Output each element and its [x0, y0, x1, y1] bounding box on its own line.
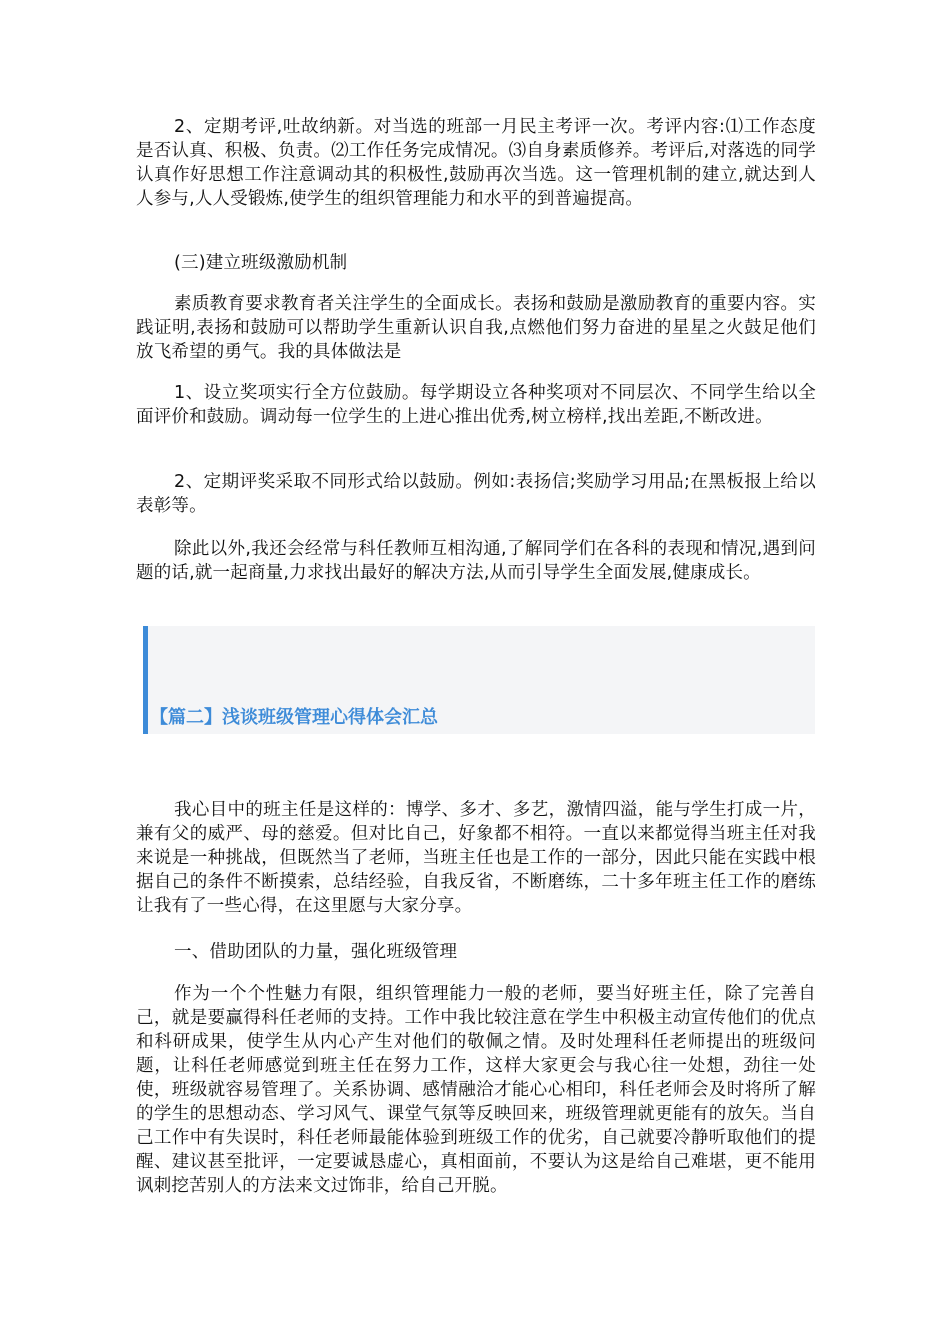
subheading-text: 一、借助团队的力量，强化班级管理	[174, 942, 458, 962]
paragraph-set-awards	[136, 381, 816, 429]
paragraph-text: 我心目中的班主任是这样的：博学、多才、多艺，激情四溢，能与学生打成一片，兼有父的威严、母的慈爱。但对比自己，好象都不相符。一直以来都觉得当班主任对我来说是一种挑战，但既然当了老师，当班主任也是工作的一部分，因此只能在实践中根据自己的条件不断摸索，总结经验，自我反省，不断磨练，二十多年班主任工作的磨练让我有了一些心得，在这里愿与大家分享。	[136, 800, 816, 916]
paragraph-periodic-review	[136, 115, 816, 211]
subheading-incentive-mechanism	[136, 251, 816, 275]
section-title: 【篇二】浅谈班级管理心得体会汇总	[150, 707, 438, 728]
paragraph-teacher-support	[136, 982, 816, 1198]
paragraph-text: 素质教育要求教育者关注学生的全面成长。表扬和鼓励是激励教育的重要内容。实践证明,表扬和鼓励可以帮助学生重新认识自我,点燃他们努力奋进的星星之火鼓足他们放飞希望的勇气。我的具体做法是	[136, 294, 816, 362]
section-header-bar	[143, 626, 815, 734]
paragraph-quality-education	[136, 292, 816, 364]
paragraph-text: 2、定期考评,吐故纳新。对当选的班部一月民主考评一次。考评内容:⑴工作态度是否认真、积极、负责。⑵工作任务完成情况。⑶自身素质修养。考评后,对落选的同学认真作好思想工作注意调动其的积极性,鼓励再次当选。这一管理机制的建立,就达到人人参与,人人受锻炼,使学生的组织管理能力和水平的到普遍提高。	[136, 117, 816, 209]
subheading-team-strength	[136, 940, 816, 964]
subheading-text: (三)建立班级激励机制	[174, 253, 348, 273]
paragraph-text: 2、定期评奖采取不同形式给以鼓励。例如:表扬信;奖励学习用品;在黑板报上给以表彰等。	[136, 472, 816, 516]
paragraph-regular-awards	[136, 470, 816, 518]
paragraph-text: 1、设立奖项实行全方位鼓励。每学期设立各种奖项对不同层次、不同学生给以全面评价和鼓励。调动每一位学生的上进心推出优秀,树立榜样,找出差距,不断改进。	[136, 383, 816, 427]
paragraph-text: 除此以外,我还会经常与科任教师互相沟通,了解同学们在各科的表现和情况,遇到问题的话,就一起商量,力求找出最好的解决方法,从而引导学生全面发展,健康成长。	[136, 539, 816, 583]
paragraph-communication	[136, 537, 816, 585]
paragraph-text: 作为一个个性魅力有限，组织管理能力一般的老师，要当好班主任，除了完善自己，就是要赢得科任老师的支持。工作中我比较注意在学生中积极主动宣传他们的优点和科研成果，使学生从内心产生对他们的敬佩之情。及时处理科任老师提出的班级问题，让科任老师感觉到班主任在努力工作，这样大家更会与我心往一处想，劲往一处使，班级就容易管理了。关系协调、感情融洽才能心心相印，科任老师会及时将所了解的学生的思想动态、学习风气、课堂气氛等反映回来，班级管理就更能有的放矢。当自己工作中有失误时，科任老师最能体验到班级工作的优劣，自己就要冷静听取他们的提醒、建议甚至批评，一定要诚恳虚心，真相面前，不要认为这是给自己难堪，更不能用讽刺挖苦别人的方法来文过饰非，给自己开脱。	[136, 984, 816, 1196]
paragraph-ideal-teacher	[136, 798, 816, 918]
